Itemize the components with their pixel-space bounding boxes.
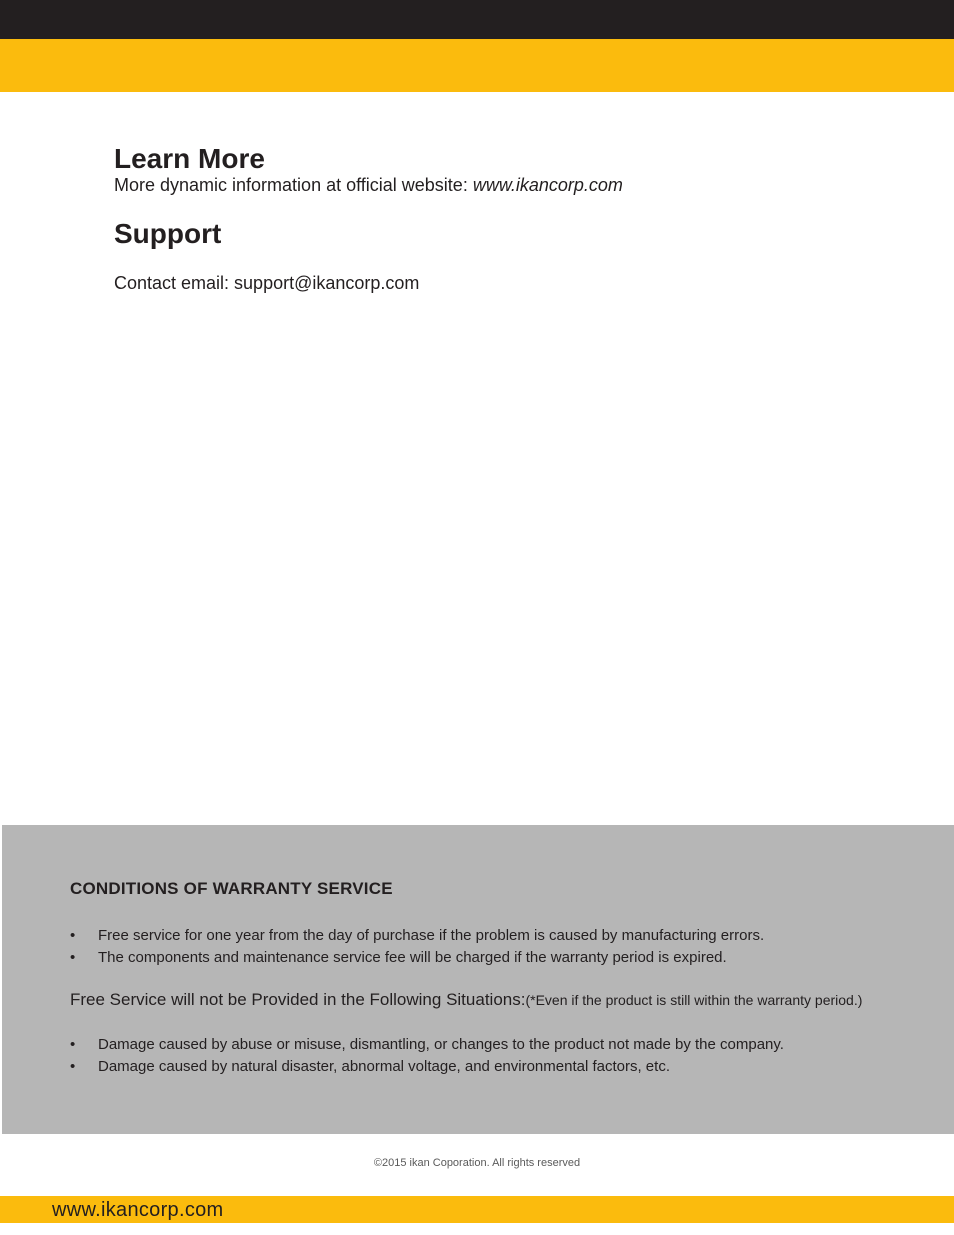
warranty-exclusions-list xyxy=(70,1034,784,1078)
bullet-icon: • xyxy=(70,1036,76,1053)
exclusions-note: (*Even if the product is still within the warranty period.) xyxy=(525,992,863,1008)
learn-more-description: More dynamic information at official website: xyxy=(114,175,473,195)
bullet-icon: • xyxy=(70,949,76,966)
list-item xyxy=(70,947,764,969)
list-item-text: Free service for one year from the day of purchase if the problem is caused by manufacturing errors. xyxy=(98,927,765,944)
bullet-icon: • xyxy=(70,1058,76,1075)
list-item xyxy=(70,925,764,947)
learn-more-text xyxy=(114,174,623,196)
list-item-text: Damage caused by natural disaster, abnormal voltage, and environmental factors, etc. xyxy=(98,1058,670,1075)
header-yellow-band xyxy=(0,39,954,92)
list-item xyxy=(70,1056,784,1078)
warranty-panel xyxy=(2,825,954,1134)
exclusions-heading-text: Free Service will not be Provided in the Following Situations: xyxy=(70,990,526,1009)
support-contact-email: Contact email: support@ikancorp.com xyxy=(114,273,420,293)
support-title: Support xyxy=(114,218,222,249)
list-item-text: Damage caused by abuse or misuse, dismantling, or changes to the product not made by the company. xyxy=(98,1036,784,1053)
header-dark-band xyxy=(0,0,954,39)
warranty-conditions-list xyxy=(70,925,764,969)
exclusions-heading xyxy=(70,990,862,1010)
list-item xyxy=(70,1034,784,1056)
bullet-icon: • xyxy=(70,927,76,944)
warranty-title: CONDITIONS OF WARRANTY SERVICE xyxy=(70,879,393,898)
footer-bar xyxy=(0,1196,954,1223)
footer-website-link[interactable]: www.ikancorp.com xyxy=(52,1199,224,1221)
official-website-link[interactable]: www.ikancorp.com xyxy=(472,175,623,195)
list-item-text: The components and maintenance service fee will be charged if the warranty period is expired. xyxy=(98,949,727,966)
copyright-notice: ©2015 ikan Coporation. All rights reserved xyxy=(373,1157,581,1169)
learn-more-title: Learn More xyxy=(114,143,265,174)
